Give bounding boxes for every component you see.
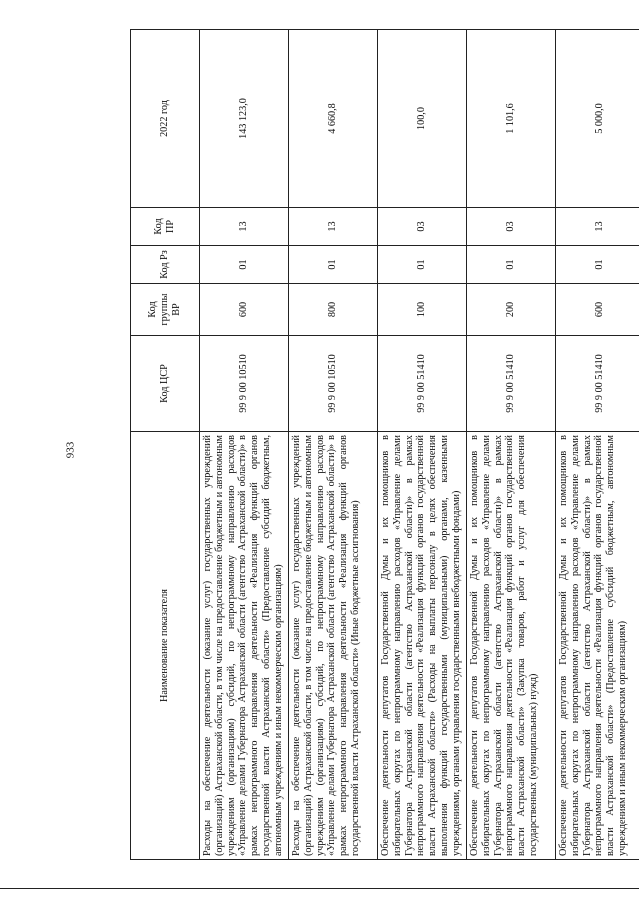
header-pr-code: Код ПР — [131, 208, 200, 246]
row-csr-code: 99 9 00 51410 — [378, 336, 467, 432]
row-rz-code: 01 — [467, 246, 556, 284]
row-pr-code: 13 — [289, 208, 378, 246]
row-csr-code: 99 9 00 10510 — [200, 336, 289, 432]
row-csr-code: 99 9 00 51410 — [556, 336, 639, 432]
table-row — [200, 30, 289, 860]
header-vr-group-code: Код группы ВР — [131, 284, 200, 336]
row-vr-group-code: 600 — [200, 284, 289, 336]
row-vr-group-code: 100 — [378, 284, 467, 336]
page-number — [60, 440, 80, 460]
rotated-table-container — [130, 30, 629, 860]
row-pr-code: 03 — [467, 208, 556, 246]
row-vr-group-code: 800 — [289, 284, 378, 336]
row-pr-code: 13 — [556, 208, 639, 246]
row-indicator-name: Расходы на обеспечение деятельности (оказание услуг) государственных учреждений (организаций) Астраханской области, в том числе на предоставление бюджетным и автономным учреждениям (организациям) субсидий, по непрограммному направлению расходов «Управление делами Губернатора Астраханской области (агентство Астраханской области)» в рамках непрограммного направления деятельности «Реализация функций органов государственной власти Астраханской области» (Иные бюджетные ассигнования) — [289, 432, 378, 860]
header-year-2022: 2022 год — [131, 30, 200, 208]
document-body — [130, 30, 629, 860]
table-header-row — [131, 30, 200, 860]
row-amount-2022: 143 123,0 — [200, 30, 289, 208]
row-amount-2022: 100,0 — [378, 30, 467, 208]
row-indicator-name: Обеспечение деятельности депутатов Государственной Думы и их помощников в избирательных округах по непрограммному направлению расходов «Управление делами Губернатора Астраханской области (агентство Астраханской области)» в рамках непрограммного направления деятельности «Реализация функций органов государственной власти Астраханской области» (Предоставление субсидий бюджетным, автономным учреждениям и иным некоммерческим организациям) — [556, 432, 639, 860]
page-bottom-rule — [0, 888, 639, 889]
row-rz-code: 01 — [289, 246, 378, 284]
table-row — [378, 30, 467, 860]
row-pr-code: 03 — [378, 208, 467, 246]
row-amount-2022: 5 000,0 — [556, 30, 639, 208]
row-indicator-name: Обеспечение деятельности депутатов Государственной Думы и их помощников в избирательных округах по непрограммному направлению расходов «Управление делами Губернатора Астраханской области (агентство Астраханской области)» в рамках непрограммного направления деятельности «Реализация функций органов государственной власти Астраханской области» (Расходы на выплаты персоналу в целях обеспечения выполнения функций государственными (муниципальными) органами, казенными учреждениями, органами управления государственными внебюджетными фондами) — [378, 432, 467, 860]
row-amount-2022: 1 101,6 — [467, 30, 556, 208]
row-pr-code: 13 — [200, 208, 289, 246]
row-indicator-name: Расходы на обеспечение деятельности (оказание услуг) государственных учреждений (организаций) Астраханской области, в том числе на предоставление бюджетным и автономным учреждениям (организациям) субсидий, по непрограммному направлению расходов «Управление делами Губернатора Астраханской области (агентство Астраханской области)» в рамках непрограммного направления деятельности «Реализация функций органов государственной власти Астраханской области» (Предоставление субсидий бюджетным, автономным учреждениям и иным некоммерческим организациям) — [200, 432, 289, 860]
row-indicator-name: Обеспечение деятельности депутатов Государственной Думы и их помощников в избирательных округах по непрограммному направлению расходов «Управление делами Губернатора Астраханской области (агентство Астраханской области)» в рамках непрограммного направления деятельности «Реализация функций органов государственной власти Астраханской области» (Закупка товаров, работ и услуг для обеспечения государственных (муниципальных) нужд) — [467, 432, 556, 860]
table-row — [289, 30, 378, 860]
row-vr-group-code: 600 — [556, 284, 639, 336]
table-row — [467, 30, 556, 860]
page-number-text: 933 — [64, 441, 76, 459]
row-rz-code: 01 — [556, 246, 639, 284]
header-rz-code: Код Рз — [131, 246, 200, 284]
row-amount-2022: 4 660,8 — [289, 30, 378, 208]
budget-table — [130, 29, 639, 860]
row-csr-code: 99 9 00 10510 — [289, 336, 378, 432]
row-rz-code: 01 — [200, 246, 289, 284]
table-row — [556, 30, 639, 860]
row-rz-code: 01 — [378, 246, 467, 284]
row-csr-code: 99 9 00 51410 — [467, 336, 556, 432]
header-indicator-name: Наименование показателя — [131, 432, 200, 860]
row-vr-group-code: 200 — [467, 284, 556, 336]
header-csr-code: Код ЦСР — [131, 336, 200, 432]
